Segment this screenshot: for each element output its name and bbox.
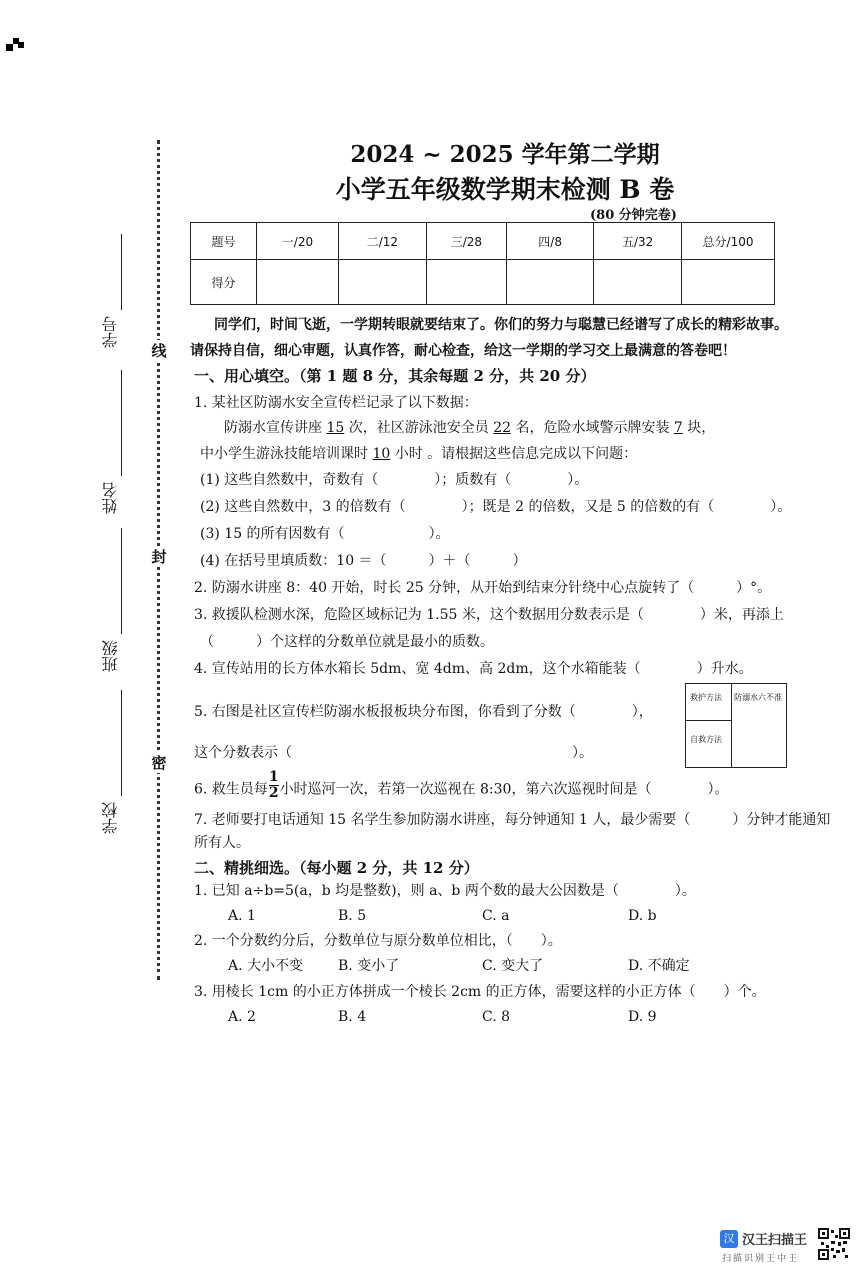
data-text: 中小学生游泳技能培训课时 (200, 446, 373, 462)
board-cell-self-rescue: 自救方法 (690, 735, 722, 744)
choice-option-d: D. 9 (628, 1009, 657, 1025)
class-label: 班级 (101, 640, 120, 672)
intro-line-1: 同学们，时间飞逝，一学期转眼就要结束了。你们的努力与聪慧已经谱写了成长的精彩故事。 (214, 317, 788, 333)
score-cell[interactable] (594, 260, 682, 305)
seal-word-line: 线 (151, 342, 167, 360)
student-id-label: 学号 (101, 316, 120, 348)
fraction-one-half (269, 770, 279, 801)
question-6-text-a: 6. 救生员每 (194, 781, 268, 798)
question-6 (194, 769, 729, 801)
question-5-line-2: 这个分数表示（ ）。 (194, 745, 593, 761)
choice-question-2: 2. 一个分数约分后，分数单位与原分数单位相比，（ ）。 (194, 933, 562, 949)
score-header-cell: 二/12 (339, 223, 427, 260)
qr-code-icon (818, 1228, 850, 1260)
score-cell[interactable] (256, 260, 338, 305)
data-number: 7 (673, 420, 683, 436)
question-1-part-2: (2) 这些自然数中，3 的倍数有（ ）；既是 2 的倍数，又是 5 的倍数的有（ ）。 (200, 499, 792, 515)
score-row-label: 得分 (191, 260, 257, 305)
choice-option-a: A. 大小不变 (228, 958, 304, 974)
choice-option-a: A. 2 (228, 1009, 256, 1025)
board-cell-rules: 防溺水六不准 (734, 693, 782, 702)
school-label: 学校 (101, 802, 120, 834)
question-3-line-1: 3. 救援队检测水深，危险区域标记为 1.55 米，这个数据用分数表示是（ ）米，再添上 (194, 607, 784, 623)
data-text: 防溺水宣传讲座 (224, 420, 327, 436)
question-1-data-line-1 (224, 418, 715, 438)
exam-duration: (80 分钟完卷) (590, 208, 677, 223)
exam-term-title: 2024 ~ 2025 学年第二学期 (350, 141, 660, 168)
exam-title: 小学五年级数学期末检测 B 卷 (335, 175, 675, 204)
question-3-line-2: （ ）个这样的分数单位就是最小的质数。 (200, 634, 494, 650)
student-id-line (121, 234, 122, 310)
name-label: 姓名 (101, 482, 120, 514)
student-id-field[interactable] (95, 234, 135, 364)
scanner-app-name: 汉王扫描王 (742, 1233, 808, 1248)
score-table-header-row (191, 223, 775, 260)
seal-word-secret: 密 (151, 754, 167, 772)
section-2-heading: 二、精挑细选。（每小题 2 分，共 12 分） (194, 859, 479, 877)
score-header-cell: 五/32 (594, 223, 682, 260)
question-5-line-1: 5. 右图是社区宣传栏防溺水板报板块分布图，你看到了分数（ ）， (194, 704, 653, 720)
choice-option-d: D. b (628, 908, 657, 924)
question-1-part-4: (4) 在括号里填质数：10 ＝（ ）＋（ ） (200, 553, 527, 569)
question-1-data-line-2 (200, 444, 637, 464)
question-7-line-1: 7. 老师要打电话通知 15 名学生参加防溺水讲座，每分钟通知 1 人，最少需要（ ）分钟才能通知 (194, 812, 831, 828)
intro-line-2: 请保持自信，细心审题，认真作答，耐心检查，给这一学期的学习交上最满意的答卷吧！ (190, 343, 736, 359)
score-header-cell: 一/20 (256, 223, 338, 260)
question-1-part-3: (3) 15 的所有因数有（ ）。 (200, 526, 450, 542)
data-number: 15 (326, 420, 345, 436)
score-cell[interactable] (426, 260, 506, 305)
score-header-cell: 四/8 (506, 223, 593, 260)
school-line (121, 690, 122, 796)
board-cell-rescue: 救护方法 (690, 693, 722, 702)
question-2: 2. 防溺水讲座 8：40 开始，时长 25 分钟，从开始到结束分针绕中心点旋转了（ ）°。 (194, 580, 772, 596)
data-number: 22 (493, 420, 512, 436)
data-text: 次，社区游泳池安全员 (344, 420, 494, 436)
board-divider-vertical (731, 684, 732, 767)
data-text: 小时 。请根据这些信息完成以下问题： (390, 446, 638, 462)
score-table (190, 222, 775, 305)
data-text: 块， (682, 420, 716, 436)
score-header-cell: 题号 (191, 223, 257, 260)
scanner-logo-icon: 汉 (720, 1230, 738, 1248)
choice-option-b: B. 5 (338, 908, 367, 924)
school-field[interactable] (95, 690, 135, 840)
section-1-heading: 一、用心填空。（第 1 题 8 分，其余每题 2 分，共 20 分） (194, 367, 596, 385)
corner-mark (6, 38, 26, 54)
choice-option-a: A. 1 (228, 908, 256, 924)
question-6-text-b: 小时巡河一次，若第一次巡视在 8:30，第六次巡视时间是（ ）。 (279, 781, 729, 798)
choice-option-c: C. a (482, 908, 510, 924)
choice-question-3: 3. 用棱长 1cm 的小正方体拼成一个棱长 2cm 的正方体，需要这样的小正方体（ ）个。 (194, 984, 766, 1000)
board-layout-diagram (685, 683, 787, 768)
class-field[interactable] (95, 528, 135, 678)
data-text: 名，危险水域警示牌安装 (511, 420, 674, 436)
scanner-slogan: 扫描识别王中王 (722, 1254, 800, 1264)
board-divider-horizontal (686, 720, 731, 721)
question-7-line-2: 所有人。 (194, 835, 250, 851)
name-field[interactable] (95, 370, 135, 520)
seal-word-seal: 封 (151, 548, 167, 566)
score-cell[interactable] (506, 260, 593, 305)
score-cell[interactable] (682, 260, 775, 305)
score-table-score-row (191, 260, 775, 305)
fraction-denominator: 2 (268, 785, 279, 801)
score-header-cell: 总分/100 (682, 223, 775, 260)
class-line (121, 528, 122, 634)
choice-option-b: B. 4 (338, 1009, 367, 1025)
question-1-part-1: (1) 这些自然数中，奇数有（ ）；质数有（ ）。 (200, 472, 589, 488)
choice-question-1: 1. 已知 a÷b=5(a，b 均是整数)，则 a、b 两个数的最大公因数是（ ）。 (194, 883, 696, 899)
name-line (121, 370, 122, 476)
choice-option-d: D. 不确定 (628, 958, 690, 974)
choice-option-b: B. 变小了 (338, 958, 400, 974)
question-1-stem: 1. 某社区防溺水安全宣传栏记录了以下数据： (194, 395, 478, 411)
choice-option-c: C. 变大了 (482, 958, 544, 974)
question-4: 4. 宣传站用的长方体水箱长 5dm、宽 4dm、高 2dm，这个水箱能装（ ）升水。 (194, 661, 753, 677)
score-cell[interactable] (339, 260, 427, 305)
fraction-numerator: 1 (268, 769, 279, 785)
score-header-cell: 三/28 (426, 223, 506, 260)
data-number: 10 (372, 446, 391, 462)
choice-option-c: C. 8 (482, 1009, 511, 1025)
